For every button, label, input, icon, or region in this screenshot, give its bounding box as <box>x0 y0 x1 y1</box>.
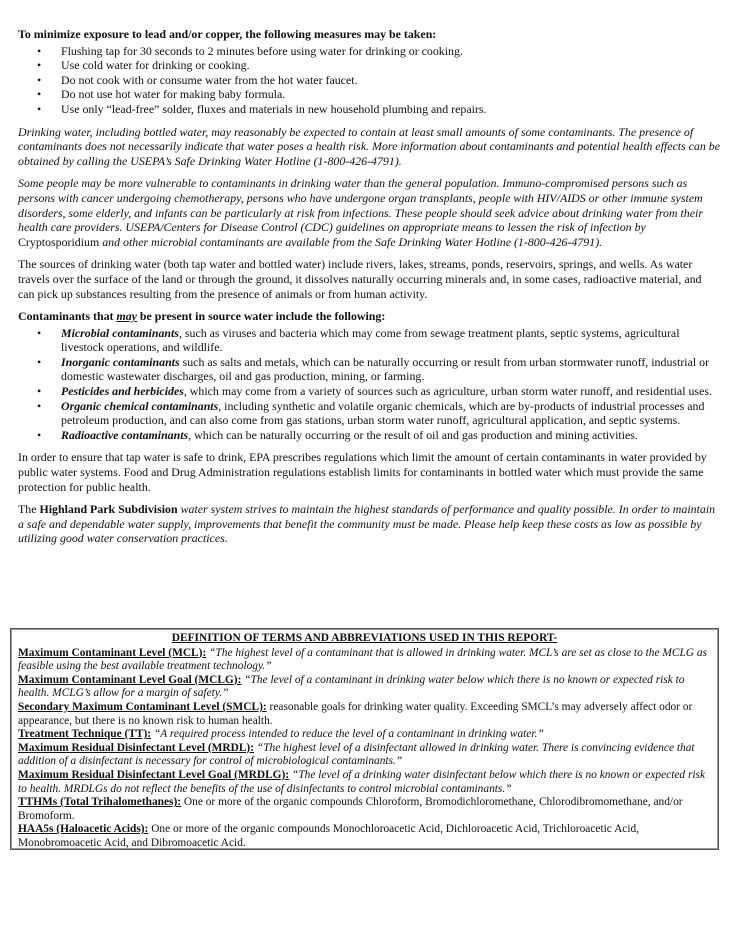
contaminant-item: • Inorganic contaminants such as salts and metals, which can be naturally occurring or result from urban stormwater runoff, industrial or domestic wastewater discharges, oil and gas production, mining, or farming. <box>37 354 710 384</box>
definition-item: TTHMs (Total Trihalomethanes): One or more of the organic compounds Chloroform, Bromodichloromethane, Chlorodibromomethane, and/or Bromoform. <box>18 796 683 822</box>
contaminants-list <box>18 326 720 443</box>
contaminants-heading: Contaminants that may be present in source water include the following: <box>18 309 386 324</box>
contaminant-item: • Radioactive contaminants, which can be naturally occurring or the result of oil and gas production and mining activities. <box>37 427 638 442</box>
lead-bullet: • Do not use hot water for making baby formula. <box>37 87 286 102</box>
sources-paragraph: The sources of drinking water (both tap water and bottled water) include rivers, lakes, streams, ponds, reservoirs, springs, and wells. As water travels over the surface of the land or through the ground, it dissolves naturally occurring minerals and, in some cases, radioactive material, and can pick up substances resulting from the presence of animals or from human activity. <box>18 257 702 301</box>
definition-item: Maximum Residual Disinfectant Level Goal (MRDLG): “The level of a drinking water disinfectant below which there is no known or expected risk to health. MRDLGs do not reflect the benefits of the use of disinfectants to control microbial contaminants.” <box>18 768 706 795</box>
bullet-icon: • <box>37 398 42 413</box>
bullet-icon: • <box>37 58 42 73</box>
definitions-box <box>10 628 719 850</box>
contaminant-item: • Organic chemical contaminants, including synthetic and volatile organic chemicals, which are by-products of industrial processes and petroleum production, and can also come from gas stations, urban storm water runoff, agricultural application, and septic systems. <box>37 398 705 428</box>
definition-item: HAA5s (Haloacetic Acids): One or more of the organic compounds Monochloroacetic Acid, Dichloroacetic Acid, Trichloroacetic Acid, Monobromoacetic Acid, and Dibromoacetic Acid. <box>18 823 640 849</box>
definition-item: Secondary Maximum Contaminant Level (SMCL): reasonable goals for drinking water quality. Exceeding SMCL’s may adversely affect odor or appearance, but there is no known risk to human health. <box>18 700 693 727</box>
definition-item: Treatment Technique (TT): “A required process intended to reduce the level of a contaminant in drinking water.” <box>18 728 544 741</box>
bottled-water-paragraph: Drinking water, including bottled water, may reasonably be expected to contain at least small amounts of some contaminants. The presence of contaminants does not necessarily indicate that water poses a health risk. More information about contaminants and potential health effects can be obtained by calling the USEPA’s Safe Drinking Water Hotline (1-800-426-4791). <box>18 124 721 168</box>
bullet-icon: • <box>37 325 42 340</box>
bullet-icon: • <box>37 43 42 58</box>
vulnerable-persons-paragraph: Some people may be more vulnerable to contaminants in drinking water than the general population. Immuno-compromised persons such as persons with cancer undergoing chemotherapy, persons who have undergone organ transplants, people with HIV/AIDS or other immune system disorders, some elderly, and infants can be particularly at risk from infections. These people should seek advice about drinking water from their health care providers. USEPA/Centers for Disease Control (CDC) guidelines on appropriate means to lessen the risk of infection by Cryptosporidium and other microbial contaminants are available from the Safe Drinking Water Hotline (1-800-426-4791). <box>18 176 703 249</box>
lead-heading: To minimize exposure to lead and/or copper, the following measures may be taken: <box>18 27 437 41</box>
definition-item: Maximum Contaminant Level (MCL): “The highest level of a contaminant that is allowed in drinking water. MCL’s are set as close to the MCLG as feasible using the best available treatment technology.” <box>18 646 708 673</box>
epa-paragraph: In order to ensure that tap water is safe to drink, EPA prescribes regulations which limit the amount of certain contaminants in water provided by public water systems. Food and Drug Administration regulations establish limits for contaminants in bottled water which must provide the same protection for public health. <box>18 450 707 494</box>
definitions-title: DEFINITION OF TERMS AND ABBREVIATIONS USED IN THIS REPORT- <box>171 632 558 644</box>
bullet-icon: • <box>37 72 42 87</box>
bullet-icon: • <box>37 101 42 116</box>
lead-bullet: • Use only “lead-free” solder, fluxes and materials in new household plumbing and repairs. <box>37 101 487 116</box>
lead-bullet: • Flushing tap for 30 seconds to 2 minutes before using water for drinking or cooking. <box>37 43 463 58</box>
bullet-icon: • <box>37 354 42 369</box>
lead-bullet: • Do not cook with or consume water from the hot water faucet. <box>37 72 358 87</box>
bullet-icon: • <box>37 87 42 102</box>
highland-park-paragraph: The Highland Park Subdivision water system strives to maintain the highest standards of performance and quality possible. In order to maintain a safe and dependable water supply, improvements that benefit the community must be made. Please help keep these costs as low as possible by utilizing good water conservation practices. <box>18 502 716 546</box>
may-emphasis: may <box>116 309 137 324</box>
bullet-icon: • <box>37 427 42 442</box>
contaminant-item: • Pesticides and herbicides, which may come from a variety of sources such as agriculture, urban storm water runoff, and residential uses. <box>37 384 712 399</box>
definition-item: Maximum Residual Disinfectant Level (MRDL): “The highest level of a disinfectant allowed in drinking water. There is convincing evidence that addition of a disinfectant is necessary for control of microbiological contaminants.” <box>18 741 695 768</box>
bullet-icon: • <box>37 384 42 399</box>
definition-item: Maximum Contaminant Level Goal (MCLG): “The level of a contaminant in drinking water below which there is no known or expected risk to health. MCLG’s allow for a margin of safety.” <box>18 673 685 700</box>
organism-name: Cryptosporidium <box>18 234 100 249</box>
lead-bullet: • Use cold water for drinking or cooking. <box>37 58 250 73</box>
lead-bullet-list <box>18 44 720 117</box>
report-page <box>18 27 720 546</box>
contaminant-item: • Microbial contaminants, such as viruses and bacteria which may come from sewage treatment plants, septic systems, agricultural livestock operations, and wildlife. <box>37 325 680 355</box>
system-name: Highland Park Subdivision <box>39 502 178 517</box>
